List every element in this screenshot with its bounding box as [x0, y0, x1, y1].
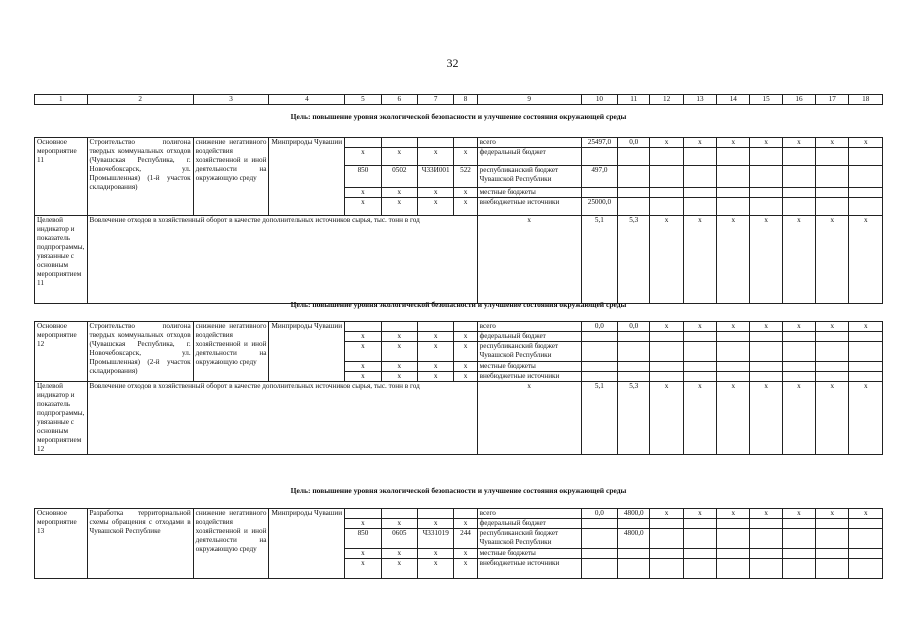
value-cell: [750, 198, 782, 216]
value-cell: [618, 549, 650, 559]
budget-code-cell: x: [454, 148, 477, 166]
budget-code-cell: x: [418, 559, 454, 579]
value-cell: [849, 519, 883, 529]
value-cell: [717, 519, 750, 529]
funding-source: местные бюджеты: [477, 362, 581, 372]
budget-code-cell: [381, 509, 417, 519]
value-cell: [782, 198, 815, 216]
value-cell: [849, 332, 883, 342]
value-cell: [717, 198, 750, 216]
value-cell: [782, 332, 815, 342]
budget-code-cell: x: [454, 559, 477, 579]
value-cell: x: [849, 382, 883, 455]
value-cell: [816, 148, 849, 166]
indicator-label: Целевой индикатор и показатель подпрограммы, увязанные с основным мероприятием 11: [35, 216, 88, 304]
column-number: 15: [750, 95, 782, 105]
funding-source: всего: [477, 138, 581, 148]
value-cell: [581, 362, 617, 372]
value-cell: x: [750, 216, 782, 304]
budget-code-cell: x: [381, 362, 417, 372]
budget-code-cell: x: [418, 549, 454, 559]
budget-code-cell: x: [345, 372, 381, 382]
value-cell: 0,0: [618, 138, 650, 148]
value-cell: [650, 198, 683, 216]
value-cell: x: [717, 138, 750, 148]
indicator-text: Вовлечение отходов в хозяйственный оборот в качестве дополнительных источников сырья, тыс. тонн в год: [87, 216, 477, 304]
value-cell: [816, 166, 849, 188]
budget-code-cell: x: [418, 332, 454, 342]
value-cell: [581, 529, 617, 549]
value-cell: 25497,0: [581, 138, 617, 148]
value-cell: x: [782, 509, 815, 519]
value-cell: 4800,0: [618, 509, 650, 519]
budget-code-cell: x: [345, 559, 381, 579]
value-cell: [618, 188, 650, 198]
value-cell: [750, 332, 782, 342]
value-cell: [750, 372, 782, 382]
value-cell: [683, 549, 716, 559]
column-number: 13: [683, 95, 716, 105]
funding-source: внебюджетные источники: [477, 372, 581, 382]
measure-executor: Минприроды Чувашии: [269, 138, 345, 216]
measure-effect: снижение негативного воздействия хозяйственной и иной деятельности на окружающую среду: [193, 138, 269, 216]
value-cell: [750, 148, 782, 166]
value-cell: x: [683, 382, 716, 455]
value-cell: [683, 188, 716, 198]
budget-code-cell: [418, 509, 454, 519]
measure-table: [34, 137, 883, 304]
budget-code-cell: [418, 322, 454, 332]
value-cell: [849, 188, 883, 198]
value-cell: 5,1: [581, 216, 617, 304]
value-cell: [581, 148, 617, 166]
budget-code-cell: x: [345, 362, 381, 372]
value-cell: x: [477, 216, 581, 304]
value-cell: [618, 166, 650, 188]
value-cell: [750, 342, 782, 362]
value-cell: x: [750, 322, 782, 332]
value-cell: [717, 332, 750, 342]
value-cell: [683, 342, 716, 362]
measure-name: Строительство полигона твердых коммунальных отходов (Чувашская Республика, г. Новочебоксарск, ул. Промышленная) (1-й участок складирования): [87, 138, 193, 216]
value-cell: x: [683, 509, 716, 519]
value-cell: x: [477, 382, 581, 455]
value-cell: x: [650, 382, 683, 455]
column-number: 5: [345, 95, 381, 105]
value-cell: [750, 166, 782, 188]
measure-type: Основное мероприятие 11: [35, 138, 88, 216]
column-number: 6: [381, 95, 417, 105]
table-row: [35, 322, 883, 332]
value-cell: [717, 362, 750, 372]
value-cell: [849, 166, 883, 188]
value-cell: x: [816, 138, 849, 148]
value-cell: x: [816, 322, 849, 332]
value-cell: [750, 529, 782, 549]
value-cell: [849, 529, 883, 549]
value-cell: [650, 362, 683, 372]
funding-source: федеральный бюджет: [477, 148, 581, 166]
value-cell: [750, 519, 782, 529]
funding-source: республиканский бюджет Чувашской Республики: [477, 529, 581, 549]
budget-code-cell: x: [345, 519, 381, 529]
value-cell: 4800,0: [618, 529, 650, 549]
value-cell: 5,3: [618, 216, 650, 304]
value-cell: x: [782, 138, 815, 148]
column-number: 2: [87, 95, 193, 105]
value-cell: [717, 188, 750, 198]
indicator-text: Вовлечение отходов в хозяйственный оборот в качестве дополнительных источников сырья, тыс. тонн в год: [87, 382, 477, 455]
value-cell: x: [782, 382, 815, 455]
value-cell: [816, 332, 849, 342]
value-cell: 0,0: [618, 322, 650, 332]
column-number: 1: [35, 95, 88, 105]
budget-code-cell: [345, 509, 381, 519]
value-cell: [816, 188, 849, 198]
value-cell: [782, 188, 815, 198]
budget-code-cell: x: [381, 559, 417, 579]
budget-code-cell: x: [418, 148, 454, 166]
funding-source: федеральный бюджет: [477, 332, 581, 342]
value-cell: x: [782, 216, 815, 304]
value-cell: [650, 372, 683, 382]
value-cell: [849, 148, 883, 166]
value-cell: [683, 519, 716, 529]
budget-code-cell: Ч331019: [418, 529, 454, 549]
column-number: 4: [269, 95, 345, 105]
value-cell: [849, 198, 883, 216]
value-cell: 0,0: [581, 322, 617, 332]
budget-code-cell: 522: [454, 166, 477, 188]
value-cell: 497,0: [581, 166, 617, 188]
value-cell: [683, 332, 716, 342]
section-goal: Цель: повышение уровня экологической безопасности и улучшение состояния окружающей среды: [290, 486, 627, 495]
value-cell: [650, 342, 683, 362]
budget-code-cell: x: [454, 198, 477, 216]
value-cell: [683, 529, 716, 549]
budget-code-cell: [418, 138, 454, 148]
budget-code-cell: x: [381, 188, 417, 198]
measure-type: Основное мероприятие 13: [35, 509, 88, 579]
value-cell: [782, 549, 815, 559]
funding-source: внебюджетные источники: [477, 198, 581, 216]
value-cell: [816, 519, 849, 529]
budget-code-cell: Ч33И001: [418, 166, 454, 188]
budget-code-cell: x: [418, 342, 454, 362]
value-cell: [581, 372, 617, 382]
budget-code-cell: x: [418, 519, 454, 529]
value-cell: [750, 549, 782, 559]
value-cell: [683, 166, 716, 188]
value-cell: [618, 342, 650, 362]
budget-code-cell: x: [418, 372, 454, 382]
budget-code-cell: [454, 138, 477, 148]
budget-code-cell: 850: [345, 529, 381, 549]
value-cell: [849, 372, 883, 382]
column-number: 10: [581, 95, 617, 105]
budget-code-cell: x: [345, 549, 381, 559]
value-cell: [717, 342, 750, 362]
value-cell: x: [849, 322, 883, 332]
value-cell: [849, 342, 883, 362]
measure-name: Строительство полигона твердых коммунальных отходов (Чувашская Республика, г. Новочебоксарск, ул. Промышленная) (2-й участок складирования): [87, 322, 193, 382]
column-number: 3: [193, 95, 269, 105]
value-cell: [581, 332, 617, 342]
value-cell: [717, 549, 750, 559]
budget-code-cell: x: [418, 362, 454, 372]
column-number: 9: [477, 95, 581, 105]
value-cell: [782, 529, 815, 549]
value-cell: [683, 198, 716, 216]
indicator-row: [35, 382, 883, 455]
value-cell: [816, 198, 849, 216]
value-cell: [618, 148, 650, 166]
funding-source: местные бюджеты: [477, 549, 581, 559]
value-cell: x: [650, 509, 683, 519]
value-cell: 5,3: [618, 382, 650, 455]
column-number: 16: [782, 95, 815, 105]
measure-type: Основное мероприятие 12: [35, 322, 88, 382]
value-cell: 0,0: [581, 509, 617, 519]
budget-code-cell: 244: [454, 529, 477, 549]
value-cell: x: [683, 216, 716, 304]
value-cell: x: [816, 382, 849, 455]
value-cell: x: [750, 509, 782, 519]
column-number: 14: [717, 95, 750, 105]
funding-source: внебюджетные источники: [477, 559, 581, 579]
value-cell: x: [683, 322, 716, 332]
funding-source: федеральный бюджет: [477, 519, 581, 529]
value-cell: [650, 332, 683, 342]
value-cell: [618, 559, 650, 579]
funding-source: всего: [477, 509, 581, 519]
value-cell: [650, 549, 683, 559]
value-cell: [683, 362, 716, 372]
measure-table: [34, 321, 883, 455]
value-cell: x: [717, 382, 750, 455]
budget-code-cell: x: [381, 198, 417, 216]
measure-effect: снижение негативного воздействия хозяйственной и иной деятельности на окружающую среду: [193, 322, 269, 382]
value-cell: [717, 559, 750, 579]
budget-code-cell: x: [381, 519, 417, 529]
table-row: [35, 138, 883, 148]
value-cell: [618, 372, 650, 382]
budget-code-cell: x: [381, 549, 417, 559]
funding-source: всего: [477, 322, 581, 332]
value-cell: 25000,0: [581, 198, 617, 216]
value-cell: x: [816, 216, 849, 304]
value-cell: x: [849, 509, 883, 519]
value-cell: [618, 198, 650, 216]
value-cell: [849, 362, 883, 372]
budget-code-cell: x: [454, 332, 477, 342]
value-cell: [650, 559, 683, 579]
column-number: 11: [618, 95, 650, 105]
value-cell: 5,1: [581, 382, 617, 455]
value-cell: [581, 342, 617, 362]
table-row: [35, 509, 883, 519]
value-cell: [782, 372, 815, 382]
budget-code-cell: [381, 138, 417, 148]
column-number: 12: [650, 95, 683, 105]
measure-effect: снижение негативного воздействия хозяйственной и иной деятельности на окружающую среду: [193, 509, 269, 579]
value-cell: [782, 559, 815, 579]
value-cell: [816, 529, 849, 549]
value-cell: [581, 188, 617, 198]
budget-code-cell: x: [454, 342, 477, 362]
value-cell: [816, 342, 849, 362]
value-cell: x: [849, 138, 883, 148]
budget-code-cell: [454, 322, 477, 332]
measure-executor: Минприроды Чувашии: [269, 322, 345, 382]
value-cell: [618, 519, 650, 529]
value-cell: x: [816, 509, 849, 519]
column-number: 8: [454, 95, 477, 105]
budget-code-cell: x: [345, 148, 381, 166]
column-number: 7: [418, 95, 454, 105]
value-cell: [683, 372, 716, 382]
value-cell: [650, 519, 683, 529]
value-cell: x: [717, 322, 750, 332]
value-cell: [816, 372, 849, 382]
budget-code-cell: x: [381, 372, 417, 382]
column-number: 17: [816, 95, 849, 105]
value-cell: x: [849, 216, 883, 304]
budget-code-cell: x: [454, 372, 477, 382]
value-cell: [683, 559, 716, 579]
value-cell: [618, 332, 650, 342]
value-cell: [750, 559, 782, 579]
budget-code-cell: [345, 322, 381, 332]
budget-code-cell: x: [381, 342, 417, 362]
value-cell: [782, 362, 815, 372]
budget-code-cell: x: [454, 519, 477, 529]
measure-name: Разработка территориальной схемы обращения с отходами в Чувашской Республике: [87, 509, 193, 579]
budget-code-cell: 0605: [381, 529, 417, 549]
budget-code-cell: x: [345, 342, 381, 362]
budget-code-cell: x: [345, 332, 381, 342]
funding-source: республиканский бюджет Чувашской Республики: [477, 166, 581, 188]
budget-code-cell: [381, 322, 417, 332]
value-cell: [650, 166, 683, 188]
budget-code-cell: x: [345, 188, 381, 198]
value-cell: [717, 166, 750, 188]
budget-code-cell: [454, 509, 477, 519]
measure-table: [34, 508, 883, 579]
section-goal: Цель: повышение уровня экологической безопасности и улучшение состояния окружающей среды: [290, 112, 627, 121]
value-cell: [849, 559, 883, 579]
value-cell: [650, 148, 683, 166]
value-cell: x: [650, 216, 683, 304]
value-cell: [782, 342, 815, 362]
budget-code-cell: x: [454, 362, 477, 372]
budget-code-cell: [345, 138, 381, 148]
value-cell: [683, 148, 716, 166]
value-cell: [750, 362, 782, 372]
value-cell: [650, 529, 683, 549]
value-cell: x: [750, 138, 782, 148]
funding-source: местные бюджеты: [477, 188, 581, 198]
value-cell: [849, 549, 883, 559]
indicator-label: Целевой индикатор и показатель подпрограммы, увязанные с основным мероприятием 12: [35, 382, 88, 455]
page-number: 32: [446, 56, 459, 70]
value-cell: [750, 188, 782, 198]
indicator-row: [35, 216, 883, 304]
value-cell: [650, 188, 683, 198]
value-cell: [816, 362, 849, 372]
budget-code-cell: x: [454, 549, 477, 559]
value-cell: [782, 166, 815, 188]
value-cell: [618, 362, 650, 372]
value-cell: [782, 148, 815, 166]
value-cell: [782, 519, 815, 529]
value-cell: [717, 372, 750, 382]
section-goal: Цель: повышение уровня экологической безопасности и улучшение состояния окружающей среды: [290, 300, 627, 309]
value-cell: [581, 519, 617, 529]
value-cell: x: [750, 382, 782, 455]
budget-code-cell: x: [418, 198, 454, 216]
value-cell: x: [650, 322, 683, 332]
value-cell: [816, 549, 849, 559]
funding-source: республиканский бюджет Чувашской Республики: [477, 342, 581, 362]
value-cell: x: [782, 322, 815, 332]
value-cell: x: [717, 216, 750, 304]
budget-code-cell: x: [454, 188, 477, 198]
value-cell: [581, 549, 617, 559]
value-cell: x: [650, 138, 683, 148]
budget-code-cell: x: [418, 188, 454, 198]
value-cell: [717, 529, 750, 549]
column-number-header: [34, 94, 883, 105]
budget-code-cell: x: [381, 148, 417, 166]
value-cell: [717, 148, 750, 166]
budget-code-cell: 0502: [381, 166, 417, 188]
value-cell: x: [683, 138, 716, 148]
value-cell: [816, 559, 849, 579]
column-number: 18: [849, 95, 883, 105]
value-cell: x: [717, 509, 750, 519]
budget-code-cell: x: [345, 198, 381, 216]
measure-executor: Минприроды Чувашии: [269, 509, 345, 579]
value-cell: [581, 559, 617, 579]
budget-code-cell: x: [381, 332, 417, 342]
budget-code-cell: 850: [345, 166, 381, 188]
